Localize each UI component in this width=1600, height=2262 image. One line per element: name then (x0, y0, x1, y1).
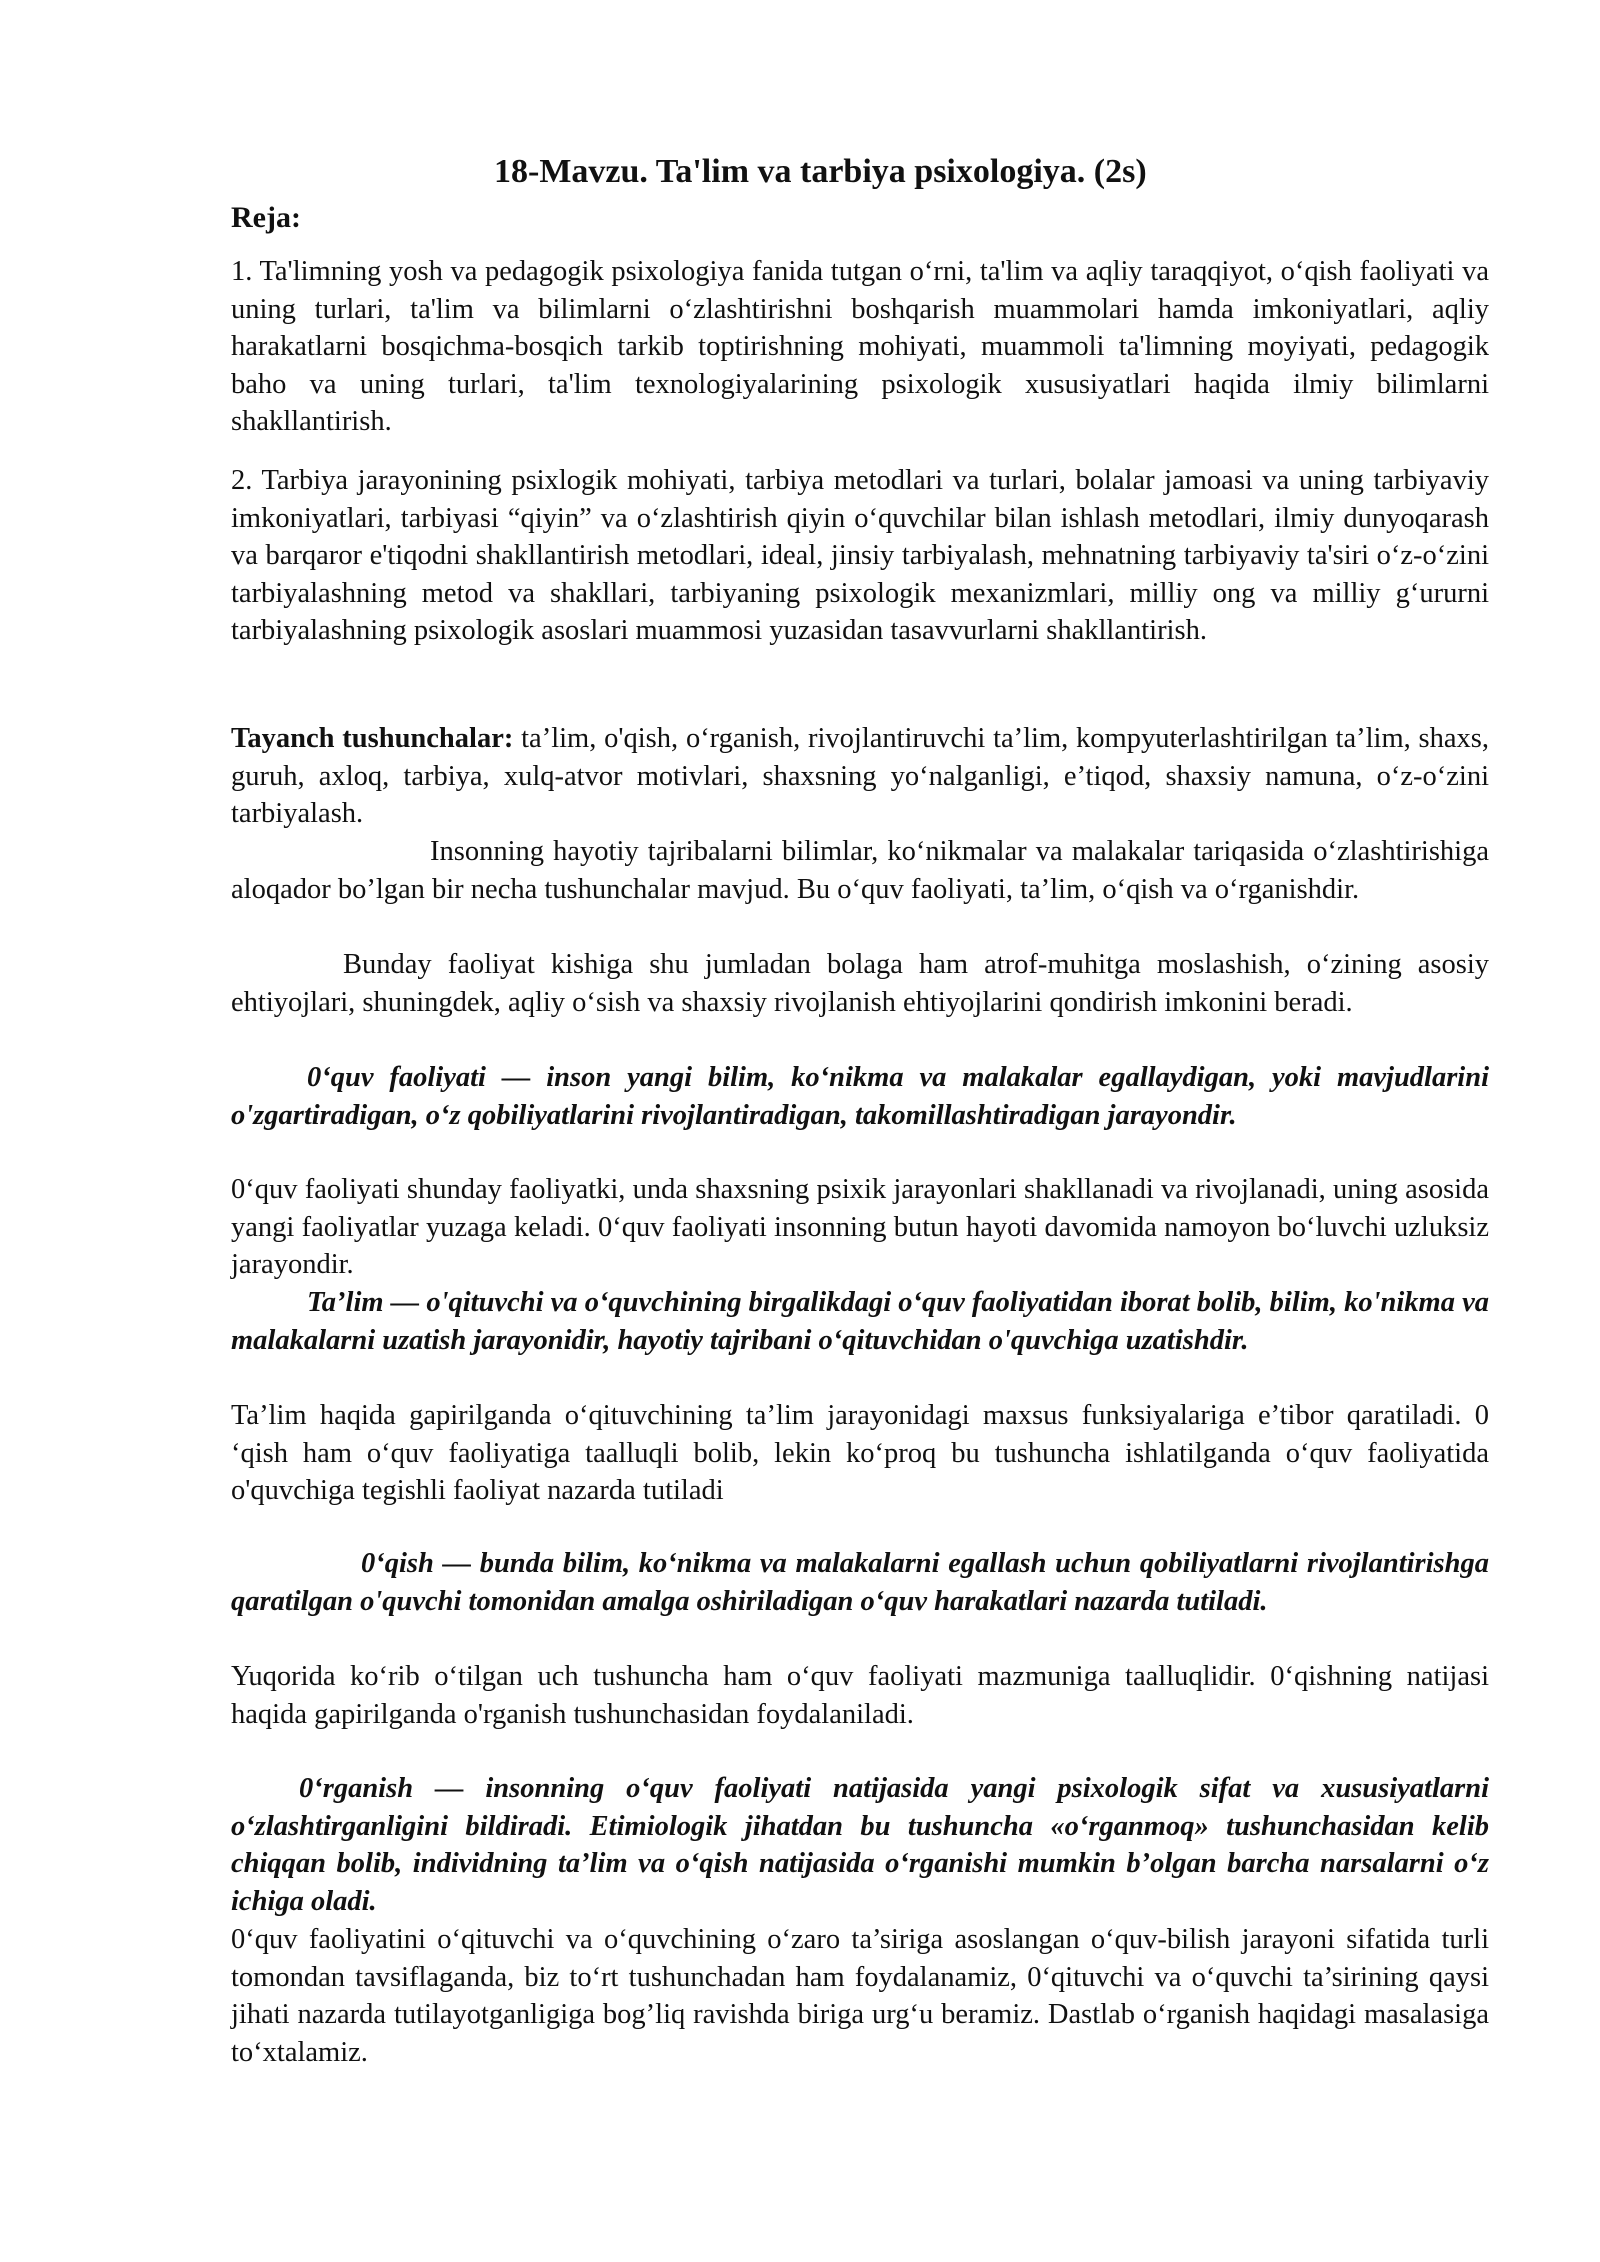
key-concepts (231, 720, 1489, 833)
key-concepts-text: ta’lim, o'qish, o‘rganish, rivojlantiruvchi ta’lim, kompyuterlashtirilgan ta’lim, shaxs, guruh, axloq, tarbiya, xulq-atvor motivlari, shaxsning yo‘nalganligi, e’tiqod, shaxsiy namuna, o‘z-o‘zini tarbiyalash. (231, 723, 1489, 830)
plan-item-1: 1. Ta'limning yosh va pedagogik psixologiya fanida tutgan o‘rni, ta'lim va aqliy taraqqiyot, o‘qish faoliyati va uning turlari, ta'lim va bilimlarni o‘zlashtirishni boshqarish muammolari hamda imkoniyatlari, aqliy harakatlarni bosqichma-bosqich tarkib toptirishning mohiyati, muammoli ta'limning moyiyati, pedagogik baho va uning turlari, ta'lim texnologiyalarining psixologik xususiyatlari haqida ilmiy bilimlarni shakllantirish. (231, 256, 1489, 438)
paragraph-3: 0‘quv faoliyati shunday faoliyatki, unda shaxsning psixik jarayonlari shakllanadi va rivojlanadi, uning asosida yangi faoliyatlar yuzaga keladi. 0‘quv faoliyati insonning butun hayoti davomida namoyon bo‘luvchi uzluksiz jarayondir. (231, 1174, 1489, 1281)
plan-label: Reja: (231, 201, 301, 234)
plan-item-2: 2. Tarbiya jarayonining psixlogik mohiyati, tarbiya metodlari va turlari, bolalar jamoasi va uning tarbiyaviy imkoniyatlari, tarbiyasi “qiyin” va o‘zlashtirish qiyin o‘quvchilar bilan ishlash metodlari, ilmiy dunyoqarash va barqaror e'tiqodni shakllantirish metodlari, ideal, jinsiy tarbiyalash, mehnatning tarbiyaviy ta'siri o‘z-o‘zini tarbiyalashning metod va shakllari, tarbiyaning psixologik mexanizmlari, milliy ong va milliy g‘ururni tarbiyalashning psixologik asoslari muammosi yuzasidan tasavvurlarni shakllantirish. (231, 465, 1489, 647)
paragraph-2: Bunday faoliyat kishiga shu jumladan bolaga ham atrof-muhitga moslashish, o‘zining asosiy ehtiyojlari, shuningdek, aqliy o‘sish va shaxsiy rivojlanish ehtiyojlarini qondirish imkonini beradi. (231, 949, 1489, 1018)
paragraph-1: Insonning hayotiy tajribalarni bilimlar, ko‘nikmalar va malakalar tariqasida o‘zlashtirishiga aloqador bo’lgan bir necha tushunchalar mavjud. Bu o‘quv faoliyati, ta’lim, o‘qish va o‘rganishdir. (231, 836, 1489, 905)
paragraph-4: Ta’lim haqida gapirilganda o‘qituvchining ta’lim jarayonidagi maxsus funksiyalariga e’tibor qaratiladi. 0 ‘qish ham o‘quv faoliyatiga taalluqli bolib, lekin ko‘proq bu tushuncha ishlatilganda o‘quv faoliyatida o'quvchiga tegishli faoliyat nazarda tutiladi (231, 1400, 1489, 1507)
paragraph-6: 0‘quv faoliyatini o‘qituvchi va o‘quvchining o‘zaro ta’siriga asoslangan o‘quv-bilish jarayoni sifatida turli tomondan tavsiflaganda, biz to‘rt tushunchadan ham foydalanamiz, 0‘qituvchi va o‘quvchi ta’sirining qaysi jihati nazarda tutilayotganligiga bog’liq ravishda biriga urg‘u beramiz. Dastlab o‘rganish haqidagi masalasiga to‘xtalamiz. (231, 1924, 1489, 2068)
definition-oqish: 0‘qish — bunda bilim, ko‘nikma va malakalarni egallash uchun qobiliyatlarni rivojlantirishga qaratilgan o'quvchi tomonidan amalga oshiriladigan o‘quv harakatlari nazarda tutiladi. (231, 1548, 1489, 1617)
key-concepts-label: Tayanch tushunchalar: (231, 723, 514, 754)
paragraph-5: Yuqorida ko‘rib o‘tilgan uch tushuncha ham o‘quv faoliyati mazmuniga taalluqlidir. 0‘qishning natijasi haqida gapirilganda o'rganish tushunchasidan foydalaniladi. (231, 1661, 1489, 1730)
definition-talim: Ta’lim — o'qituvchi va o‘quvchining birgalikdagi o‘quv faoliyatidan iborat bolib, bilim, ko'nikma va malakalarni uzatish jarayonidir, hayotiy tajribani o‘qituvchidan o'quvchiga uzatishdir. (231, 1287, 1489, 1356)
page-title: 18-Mavzu. Ta'lim va tarbiya psixologiya. (2s) (494, 153, 1147, 190)
definition-organish: 0‘rganish — insonning o‘quv faoliyati natijasida yangi psixologik sifat va xususiyatlarni o‘zlashtirganligini bildiradi. Etimiologik jihatdan bu tushuncha «o‘rganmoq» tushunchasidan kelib chiqqan bolib, individning ta’lim va o‘qish natijasida o‘rganishi mumkin b’olgan barcha narsalarni o‘z ichiga oladi. (231, 1773, 1489, 1917)
definition-oquv-faoliyati: 0‘quv faoliyati — inson yangi bilim, ko‘nikma va malakalar egallaydigan, yoki mavjudlarini o'zgartiradigan, o‘z qobiliyatlarini rivojlantiradigan, takomillashtiradigan jarayondir. (231, 1062, 1489, 1131)
